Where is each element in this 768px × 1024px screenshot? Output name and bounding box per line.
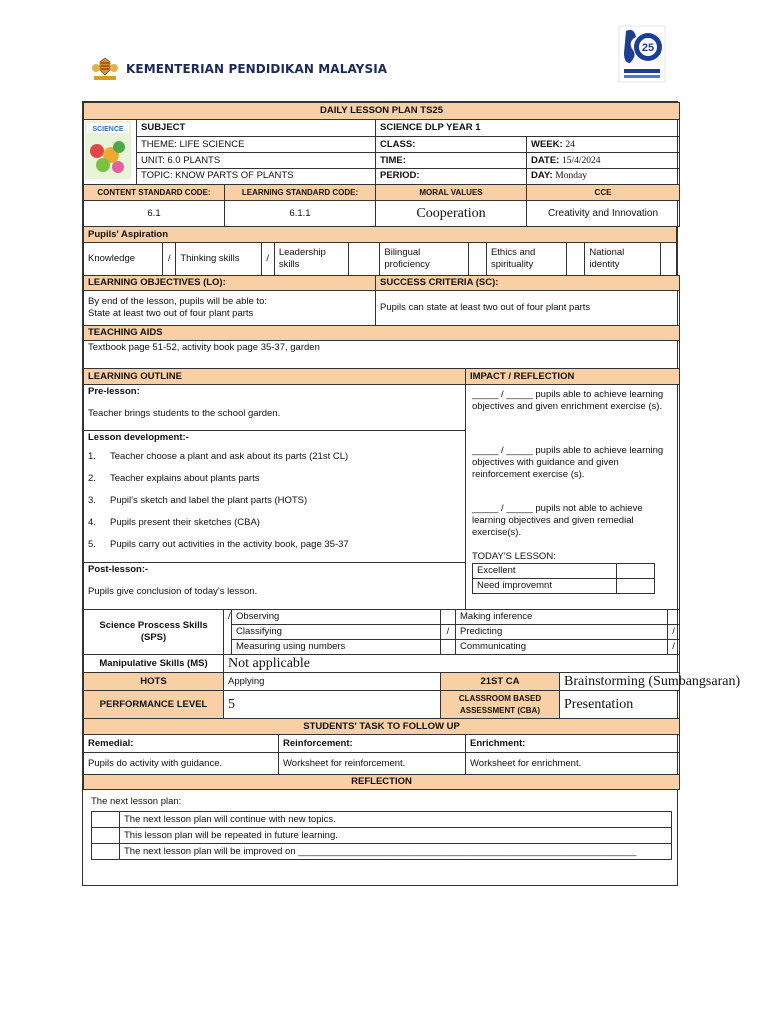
dev-step: 1. Teacher choose a plant and ask about its parts (21st CL) bbox=[88, 451, 349, 462]
reflection-intro: The next lesson plan: bbox=[91, 796, 182, 807]
unit: UNIT: 6.0 PLANTS bbox=[137, 153, 376, 169]
sc-label: SUCCESS CRITERIA (SC): bbox=[376, 276, 680, 291]
sps-label: Science Proscess Skills (SPS) bbox=[84, 610, 224, 655]
svg-text:25: 25 bbox=[641, 42, 655, 54]
theme: THEME: LIFE SCIENCE bbox=[137, 137, 376, 153]
reflection-options bbox=[91, 811, 672, 860]
ministry-header bbox=[90, 56, 387, 82]
cce-value: Creativity and Innovation bbox=[527, 201, 680, 227]
aspiration-national: National identity bbox=[585, 243, 660, 276]
lo-line-1: By end of the lesson, pupils will be able to: bbox=[88, 296, 268, 307]
todays-lesson-label: TODAY'S LESSON: bbox=[472, 551, 556, 562]
performance-level-value: 5 bbox=[224, 691, 441, 719]
impact-reinforcement: _____ / _____ pupils able to achieve learning objectives with guidance and given reinforcement exercise (s). bbox=[472, 445, 664, 480]
header-table bbox=[83, 102, 680, 185]
improvement-label: Need improvemnt bbox=[473, 579, 617, 594]
objectives-table bbox=[83, 275, 680, 369]
improvement-check[interactable] bbox=[617, 579, 655, 594]
lesson-development-label: Lesson development:- bbox=[88, 432, 189, 443]
todays-lesson-table bbox=[472, 563, 655, 594]
aspiration-table bbox=[83, 226, 677, 276]
sps-measuring-mark bbox=[441, 640, 456, 655]
sps-making-inference: Making inference bbox=[456, 610, 668, 625]
aspiration-title: Pupils' Aspiration bbox=[84, 227, 677, 243]
ms-label: Manipulative Skills (MS) bbox=[84, 655, 224, 673]
post-lesson-text: Pupils give conclusion of today's lesson. bbox=[88, 586, 258, 597]
aspiration-thinking: Thinking skills bbox=[176, 243, 261, 276]
coat-of-arms-icon bbox=[90, 56, 120, 82]
remedial-label: Remedial: bbox=[84, 735, 279, 753]
learning-standard-value: 6.1.1 bbox=[225, 201, 376, 227]
lesson-plan-sheet bbox=[82, 101, 741, 886]
sps-observing: Observing bbox=[232, 610, 441, 625]
period-label: PERIOD: bbox=[376, 168, 527, 184]
aspiration-knowledge-mark: / bbox=[163, 243, 176, 276]
aspiration-bilingual: Bilingual proficiency bbox=[380, 243, 468, 276]
standards-table bbox=[83, 184, 680, 227]
cce-label: CCE bbox=[527, 185, 680, 201]
teaching-aids-label: TEACHING AIDS bbox=[84, 326, 680, 341]
ms-value: Not applicable bbox=[224, 655, 680, 673]
dev-step: 2. Teacher explains about plants parts bbox=[88, 473, 260, 484]
impact-label: IMPACT / REFLECTION bbox=[466, 369, 680, 385]
reflection-option: The next lesson plan will be improved on ________________________________________________________________ bbox=[120, 844, 672, 860]
reflection-option: This lesson plan will be repeated in future learning. bbox=[120, 828, 672, 844]
aspiration-bilingual-mark bbox=[468, 243, 486, 276]
dev-step: 3. Pupil's sketch and label the plant parts (HOTS) bbox=[88, 495, 308, 506]
plan-title: DAILY LESSON PLAN TS25 bbox=[84, 103, 680, 120]
sps-communicating: Communicating bbox=[456, 640, 668, 655]
cba-value: Presentation bbox=[560, 691, 680, 719]
reflection-option: The next lesson plan will continue with new topics. bbox=[120, 812, 672, 828]
moral-values-value: Cooperation bbox=[376, 201, 527, 227]
cba-label: CLASSROOM BASED ASSESSMENT (CBA) bbox=[441, 691, 560, 719]
time-label: TIME: bbox=[376, 153, 527, 169]
followup-label: STUDENTS' TASK TO FOLLOW UP bbox=[84, 719, 680, 735]
reflection-body bbox=[83, 790, 677, 860]
date-label: DATE: bbox=[531, 154, 560, 166]
sps-predicting-mark: / bbox=[668, 625, 680, 640]
reinforcement-text: Worksheet for reinforcement. bbox=[279, 753, 466, 775]
impact-enrichment: _____ / _____ pupils able to achieve learning objectives and given enrichment exercise (s). bbox=[472, 389, 664, 412]
sc-text: Pupils can state at least two out of four plant parts bbox=[376, 291, 680, 326]
learning-outline-label: LEARNING OUTLINE bbox=[84, 369, 466, 385]
sps-classifying: Classifying bbox=[232, 625, 441, 640]
sps-predicting: Predicting bbox=[456, 625, 668, 640]
svg-text:SCIENCE: SCIENCE bbox=[92, 126, 124, 133]
ministry-name: KEMENTERIAN PENDIDIKAN MALAYSIA bbox=[126, 62, 388, 76]
topic: TOPIC: KNOW PARTS OF PLANTS bbox=[137, 168, 376, 184]
dev-step: 4. Pupils present their sketches (CBA) bbox=[88, 517, 260, 528]
impact-remedial: _____ / _____ pupils not able to achieve learning objectives and given remedial exercise(s). bbox=[472, 503, 643, 538]
excellent-check[interactable] bbox=[617, 564, 655, 579]
aspiration-knowledge: Knowledge bbox=[84, 243, 163, 276]
ca-label: 21ST CA bbox=[441, 673, 560, 691]
teaching-aids-text: Textbook page 51-52, activity book page 35-37, garden bbox=[84, 341, 680, 369]
sps-observing-mark bbox=[441, 610, 456, 625]
date-value: 15/4/2024 bbox=[561, 155, 601, 166]
book-cover-icon bbox=[85, 121, 131, 179]
followup-table bbox=[83, 718, 680, 790]
day-label: DAY: bbox=[531, 170, 553, 182]
reflection-label: REFLECTION bbox=[84, 775, 680, 790]
remedial-text: Pupils do activity with guidance. bbox=[84, 753, 279, 775]
week-label: WEEK: bbox=[531, 138, 563, 150]
sps-classifying-mark: / bbox=[441, 625, 456, 640]
aspiration-leadership: Leadership skills bbox=[274, 243, 348, 276]
lo-label: LEARNING OBJECTIVES (LO): bbox=[84, 276, 376, 291]
sps-first-mark: / bbox=[224, 610, 232, 655]
lo-line-2: State at least two out of four plant parts bbox=[88, 308, 254, 319]
pre-lesson-label: Pre-lesson: bbox=[88, 386, 140, 397]
pre-lesson-text: Teacher brings students to the school garden. bbox=[88, 408, 281, 419]
aspiration-national-mark bbox=[660, 243, 676, 276]
sps-communicating-mark: / bbox=[668, 640, 680, 655]
skills-table bbox=[83, 609, 741, 719]
excellent-label: Excellent bbox=[473, 564, 617, 579]
aspiration-leadership-mark bbox=[348, 243, 379, 276]
book-cover bbox=[84, 120, 137, 185]
day-value: Monday bbox=[555, 171, 587, 182]
aspiration-ethics: Ethics and spirituality bbox=[486, 243, 566, 276]
aspiration-thinking-mark: / bbox=[261, 243, 274, 276]
outline-table bbox=[83, 368, 680, 610]
ts25-logo-icon bbox=[618, 25, 666, 83]
sps-measuring: Measuring using numbers bbox=[232, 640, 441, 655]
dev-step: 5. Pupils carry out activities in the activity book, page 35-37 bbox=[88, 539, 349, 550]
subject-label: SUBJECT bbox=[137, 120, 376, 137]
ca-value: Brainstorming (Sumbangsaran) bbox=[560, 673, 680, 691]
hots-value: Applying bbox=[224, 673, 441, 691]
week-value: 24 bbox=[565, 139, 575, 150]
class-label: CLASS: bbox=[376, 137, 527, 153]
post-lesson-label: Post-lesson:- bbox=[88, 564, 149, 575]
reflection-checkbox[interactable] bbox=[92, 812, 120, 828]
content-standard-label: CONTENT STANDARD CODE: bbox=[84, 185, 225, 201]
hots-label: HOTS bbox=[84, 673, 224, 691]
content-standard-value: 6.1 bbox=[84, 201, 225, 227]
reflection-checkbox[interactable] bbox=[92, 828, 120, 844]
moral-values-label: MORAL VALUES bbox=[376, 185, 527, 201]
enrichment-label: Enrichment: bbox=[466, 735, 680, 753]
aspiration-ethics-mark bbox=[567, 243, 585, 276]
reflection-checkbox[interactable] bbox=[92, 844, 120, 860]
performance-level-label: PERFORMANCE LEVEL bbox=[84, 691, 224, 719]
sps-making-inference-mark bbox=[668, 610, 680, 625]
reinforcement-label: Reinforcement: bbox=[279, 735, 466, 753]
subject-value: SCIENCE DLP YEAR 1 bbox=[376, 120, 680, 137]
learning-standard-label: LEARNING STANDARD CODE: bbox=[225, 185, 376, 201]
enrichment-text: Worksheet for enrichment. bbox=[466, 753, 680, 775]
